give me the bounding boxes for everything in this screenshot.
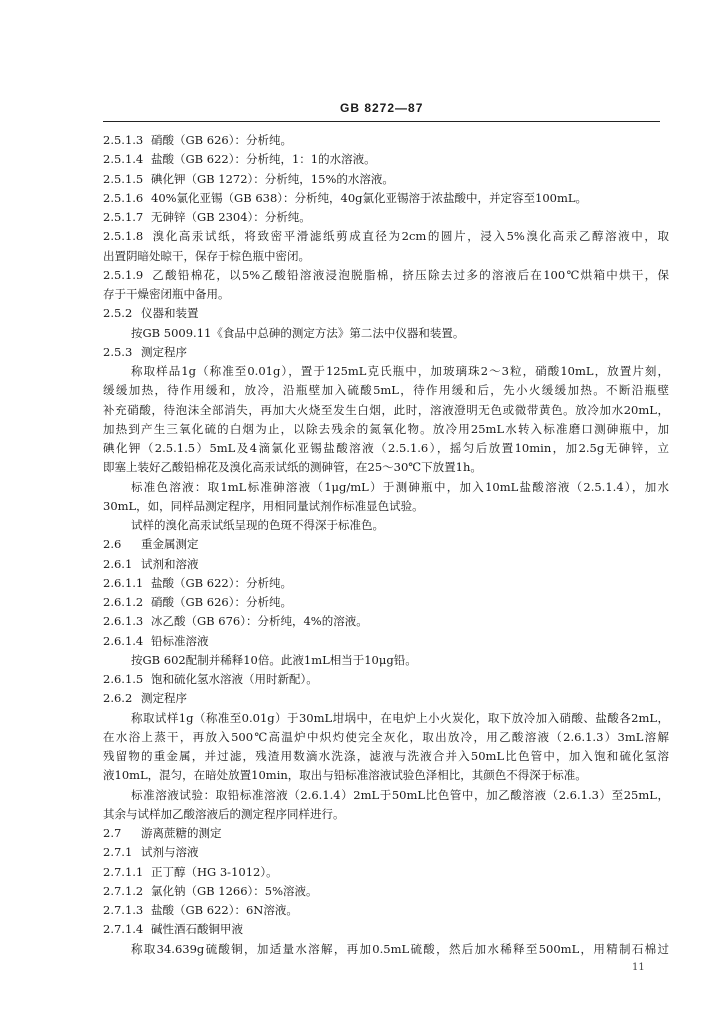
clause-number: 2.7.1	[103, 845, 133, 860]
clause-number: 2.6.1.4	[103, 633, 144, 648]
clause-line	[103, 208, 669, 227]
clause-text: 硝酸（GB 626）：分析纯。	[151, 595, 292, 609]
clause-line	[103, 535, 669, 554]
clause-text: 加热到产生三氧化硫的白烟为止，以除去残余的氮氧化物。放冷用25mL水转入标准磨口测砷瓶中，加	[103, 421, 669, 436]
clause-text: 铅标准溶液	[151, 633, 209, 648]
clause-text: 按GB 5009.11《食品中总砷的测定方法》第二法中仪器和装置。	[131, 325, 465, 340]
header-rule	[103, 121, 660, 122]
clause-number: 2.5.1.3	[103, 133, 144, 147]
clause-text: 盐酸（GB 622）：6N溶液。	[151, 903, 298, 917]
clause-text: 出置阴暗处晾干，保存于棕色瓶中密闭。	[103, 248, 310, 263]
body-text-line	[103, 285, 669, 304]
body-text-line	[103, 362, 669, 381]
clause-text: 标准溶液试验：取铅标准溶液（2.6.1.4）2mL于50mL比色管中，加乙酸溶液（2.6.1.3）至25mL，	[131, 787, 669, 802]
clause-text: 称取试样1g（称准至0.01g）于30mL坩埚中，在电炉上小火炭化，取下放冷加入硝酸、盐酸各2mL，	[131, 710, 669, 725]
clause-number: 2.6.2	[103, 691, 133, 706]
clause-line	[103, 593, 669, 612]
clause-text: 硝酸（GB 626）：分析纯。	[151, 133, 292, 147]
body-text-line	[103, 401, 669, 420]
clause-number: 2.6.1.1	[103, 575, 144, 590]
clause-text: 40%氯化亚锡（GB 638）：分析纯，40g氯化亚锡溶于浓盐酸中，并定容至100mL。	[151, 190, 588, 205]
clause-text: 试样的溴化高汞试纸呈现的色斑不得深于标准色。	[131, 518, 384, 532]
clause-text: 称取样品1g（称准至0.01g），置于125mL克氏瓶中，加玻璃珠2～3粒，硝酸10mL，放置片刻，	[131, 364, 669, 378]
body-text-line	[103, 439, 669, 458]
clause-number: 2.7.1.4	[103, 922, 144, 937]
clause-text: 乙酸铅棉花，以5%乙酸铅溶液浸泡脱脂棉，挤压除去过多的溶液后在100℃烘箱中烘干，保	[151, 267, 669, 282]
body-text-line	[103, 940, 669, 959]
clause-text: 碘化钾（GB 1272）：分析纯，15%的水溶液。	[151, 171, 394, 186]
body-text-line	[103, 805, 669, 824]
clause-text: 盐酸（GB 622）：分析纯。	[151, 575, 292, 590]
clause-line	[103, 863, 669, 882]
clause-line	[103, 882, 669, 901]
clause-number: 2.5.1.7	[103, 210, 144, 224]
clause-line	[103, 689, 669, 708]
clause-text: 存于干燥密闭瓶中备用。	[103, 287, 230, 301]
clause-line	[103, 227, 669, 246]
clause-number: 2.5.1.8	[103, 229, 144, 244]
clause-line	[103, 555, 669, 574]
clause-number: 2.5.1.5	[103, 171, 144, 186]
body-text-line	[103, 786, 669, 805]
body-text-line	[103, 381, 669, 400]
document-body	[103, 131, 669, 959]
clause-line	[103, 304, 669, 323]
clause-text: 盐酸（GB 622）：分析纯，1：1的水溶液。	[151, 152, 376, 167]
clause-text: 氯化钠（GB 1266）：5%溶液。	[151, 883, 318, 898]
clause-text: 标准色溶液：取1mL标准砷溶液（1μg/mL）于测砷瓶中，加入10mL盐酸溶液（2.5.1.4），加水	[131, 479, 669, 494]
clause-line	[103, 189, 669, 208]
clause-number: 2.6.1.3	[103, 614, 144, 629]
clause-line	[103, 670, 669, 689]
clause-line	[103, 266, 669, 285]
clause-line	[103, 150, 669, 169]
clause-text: 冰乙酸（GB 676）：分析纯，4%的溶液。	[151, 614, 368, 629]
body-text-line	[103, 747, 669, 766]
clause-text: 正丁醇（HG 3-1012）。	[151, 864, 278, 879]
clause-text: 即塞上装好乙酸铅棉花及溴化高汞试纸的测砷管，在25～30℃下放置1h。	[103, 460, 482, 475]
clause-text: 补充硝酸，待泡沫全部消失，再加大火烧至发生白烟，此时，溶液澄明无色或微带黄色。放冷加水20mL，	[103, 402, 669, 417]
clause-text: 重金属测定	[141, 537, 199, 552]
clause-text: 测定程序	[141, 691, 187, 706]
clause-number: 2.7.1.3	[103, 903, 144, 917]
clause-number: 2.5.3	[103, 344, 133, 359]
body-text-line	[103, 478, 669, 497]
clause-line	[103, 843, 669, 862]
clause-text: 饱和硫化氢水溶液（用时新配）。	[151, 672, 318, 686]
clause-line	[103, 343, 669, 362]
body-text-line	[103, 728, 669, 747]
clause-number: 2.5.1.9	[103, 267, 144, 282]
clause-text: 溴化高汞试纸，将致密平滑滤纸剪成直径为2cm的圆片，浸入5%溴化高汞乙醇溶液中，取	[151, 229, 669, 244]
clause-text: 试剂与溶液	[141, 845, 199, 860]
body-text-line	[103, 324, 669, 343]
standard-number-header: GB 8272—87	[340, 101, 424, 115]
clause-number: 2.5.1.4	[103, 152, 144, 167]
page-number: 11	[632, 962, 645, 973]
clause-text: 碘化钾（2.5.1.5）5mL及4滴氯化亚锡盐酸溶液（2.5.1.6），摇匀后放置10min，加2.5g无砷锌，立	[103, 441, 669, 455]
clause-text: 30mL，如，同样品测定程序，用相同量试剂作标准显色试验。	[103, 498, 424, 513]
clause-number: 2.6.1.2	[103, 595, 144, 609]
clause-text: 仪器和装置	[141, 306, 199, 321]
clause-text: 试剂和溶液	[141, 556, 199, 571]
body-text-line	[103, 516, 669, 535]
clause-text: 测定程序	[141, 344, 187, 359]
clause-text: 残留物的重金属，并过滤，残渣用数滴水洗涤，滤液与洗液合并入50mL比色管中，加入饱和硫化氢溶	[103, 749, 669, 763]
clause-line	[103, 901, 669, 920]
body-text-line	[103, 458, 669, 477]
clause-line	[103, 824, 669, 843]
clause-line	[103, 612, 669, 631]
clause-text: 其余与试样加乙酸溶液后的测定程序同样进行。	[103, 806, 345, 821]
clause-line	[103, 170, 669, 189]
body-text-line	[103, 709, 669, 728]
clause-line	[103, 920, 669, 939]
clause-text: 称取34.639g硫酸铜，加适量水溶解，再加0.5mL硫酸，然后加水稀释至500mL，用精制石棉过	[131, 941, 669, 956]
clause-number: 2.5.2	[103, 306, 133, 321]
clause-number: 2.6.1.5	[103, 672, 144, 686]
clause-text: 碱性酒石酸铜甲液	[151, 922, 243, 937]
clause-number: 2.5.1.6	[103, 190, 144, 205]
clause-text: 液10mL，混匀，在暗处放置10min，取出与铅标准溶液试验色泽相比，其颜色不得深于标准。	[103, 768, 587, 783]
clause-number: 2.6	[103, 537, 122, 552]
clause-line	[103, 574, 669, 593]
body-text-line	[103, 247, 669, 266]
clause-text: 无砷锌（GB 2304）：分析纯。	[151, 210, 311, 224]
body-text-line	[103, 766, 669, 785]
clause-text: 缓缓加热，待作用缓和，放冷，沿瓶壁加入硫酸5mL，待作用缓和后，先小火缓缓加热。不断沿瓶壁	[103, 383, 669, 398]
clause-number: 2.7.1.2	[103, 883, 144, 898]
clause-number: 2.7	[103, 826, 122, 840]
clause-number: 2.7.1.1	[103, 864, 144, 879]
clause-text: 游离蔗糖的测定	[141, 826, 222, 840]
clause-text: 按GB 602配制并稀释10倍。此液1mL相当于10μg铅。	[131, 652, 417, 667]
body-text-line	[103, 651, 669, 670]
clause-line	[103, 131, 669, 150]
clause-line	[103, 632, 669, 651]
body-text-line	[103, 497, 669, 516]
clause-number: 2.6.1	[103, 556, 133, 571]
clause-text: 在水浴上蒸干，再放入500℃高温炉中炽灼使完全灰化，取出放冷，用乙酸溶液（2.6.1.3）3mL溶解	[103, 729, 669, 744]
body-text-line	[103, 420, 669, 439]
